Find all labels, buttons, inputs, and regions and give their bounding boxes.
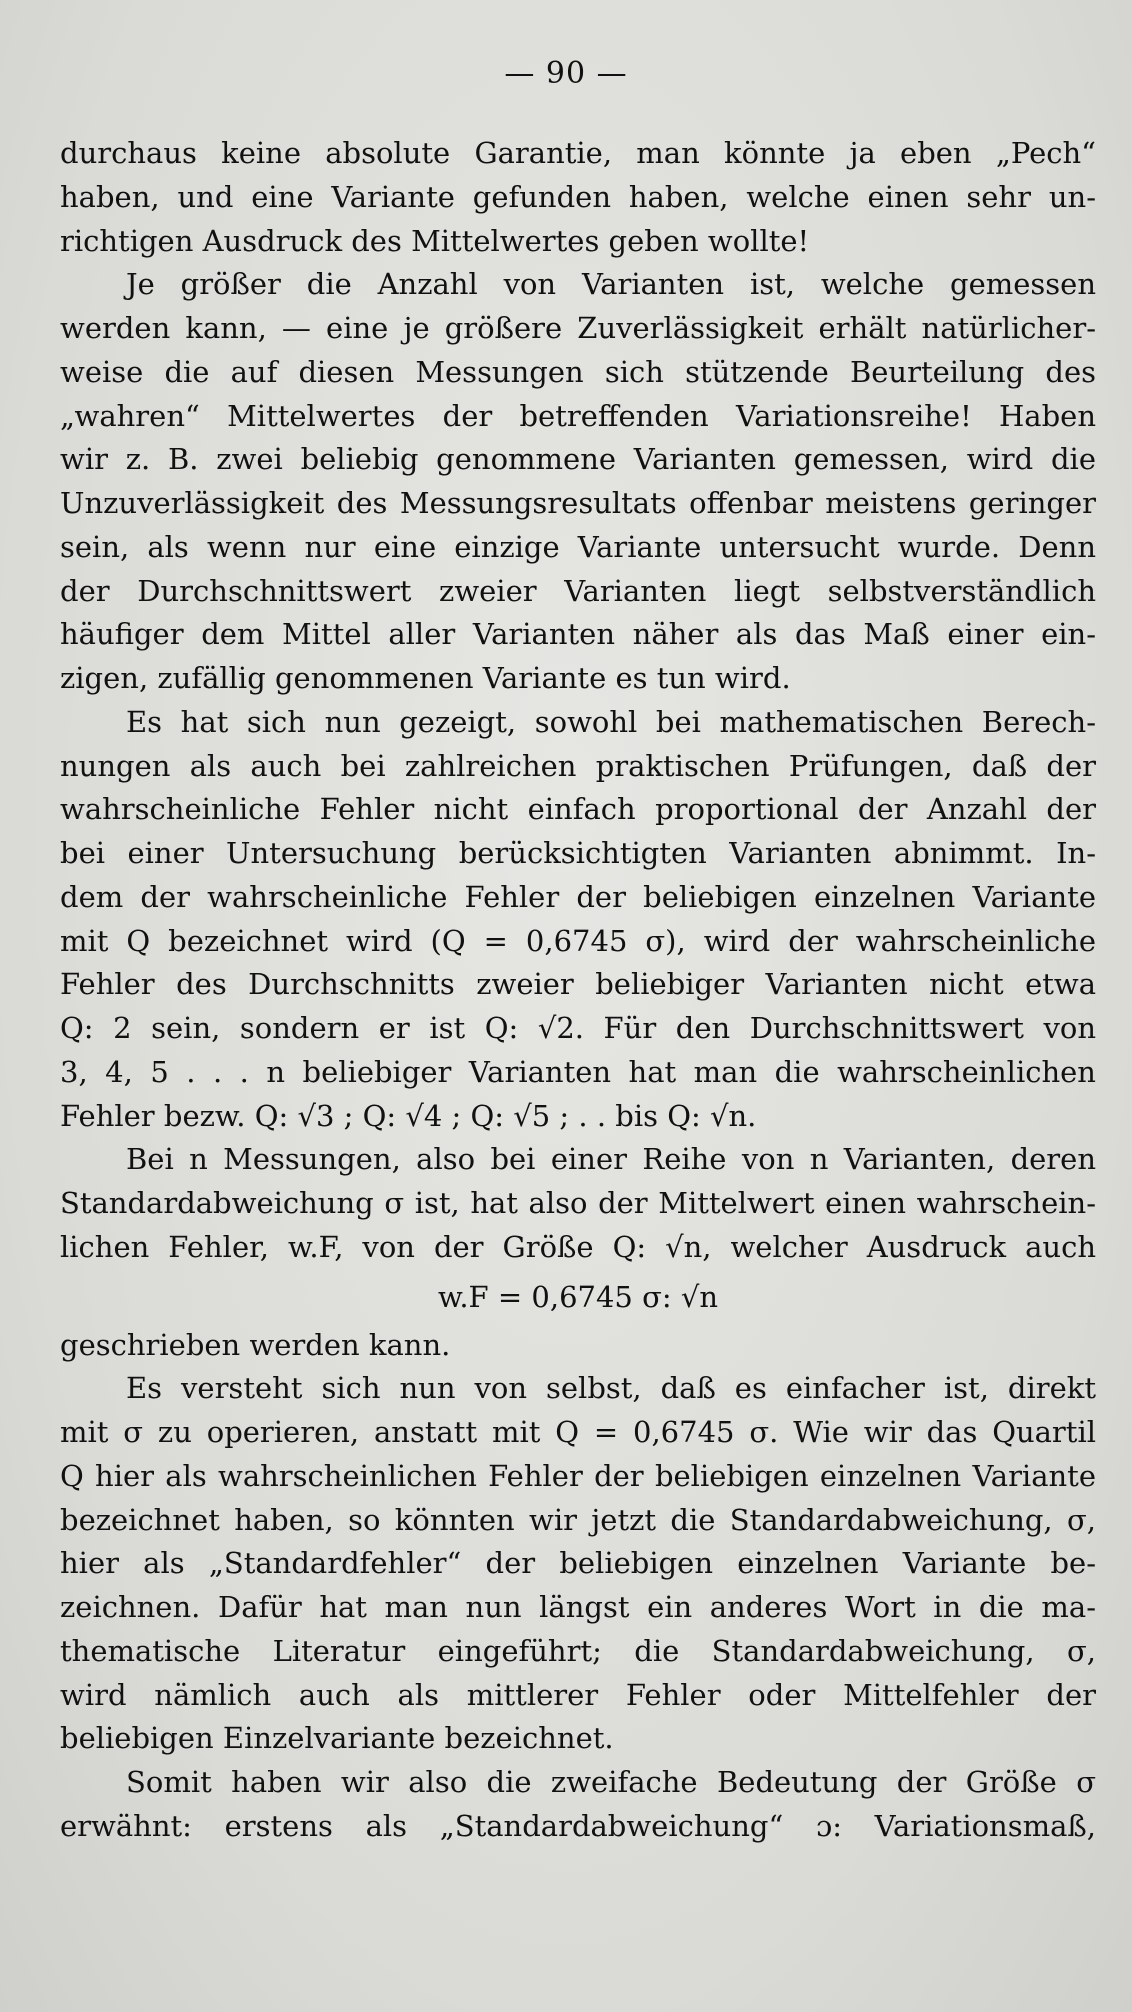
- text-line: mit σ zu operieren, anstatt mit Q = 0,6745 σ. Wie wir das Quartil: [60, 1415, 1096, 1449]
- text-line: nungen als auch bei zahlreichen praktischen Prüfungen, daß der: [60, 748, 1096, 783]
- text-line: wird nämlich auch als mittlerer Fehler oder Mittelfehler der: [60, 1677, 1096, 1712]
- text-line: Je größer die Anzahl von Varianten ist, welche gemessen: [126, 267, 1096, 302]
- text-line: der Durchschnittswert zweier Varianten liegt selbstverständlich: [60, 573, 1096, 608]
- text-line: sein, als wenn nur eine einzige Variante untersucht wurde. Denn: [60, 529, 1096, 564]
- page-number: — 90 —: [504, 56, 628, 91]
- text-line: Es versteht sich nun von selbst, daß es einfacher ist, direkt: [126, 1371, 1096, 1406]
- text-line: zeichnen. Dafür hat man nun längst ein anderes Wort in die ma-: [60, 1590, 1096, 1624]
- text-line: thematische Literatur eingeführt; die Standardabweichung, σ,: [60, 1633, 1096, 1668]
- text-line: mit Q bezeichnet wird (Q = 0,6745 σ), wird der wahrscheinliche: [60, 923, 1096, 958]
- formula: w.F = 0,6745 σ: √n: [437, 1279, 719, 1314]
- text-line: geschrieben werden kann.: [60, 1327, 451, 1362]
- text-line: Q hier als wahrscheinlichen Fehler der beliebigen einzelnen Variante: [60, 1458, 1096, 1493]
- text-line: bei einer Untersuchung berücksichtigten Varianten abnimmt. In-: [60, 836, 1096, 870]
- text-line: 3, 4, 5 . . . n beliebiger Varianten hat man die wahrscheinlichen: [60, 1054, 1096, 1089]
- text-line: durchaus keine absolute Garantie, man könnte ja eben „Pech“: [60, 136, 1096, 170]
- text-line: Es hat sich nun gezeigt, sowohl bei mathematischen Berech-: [126, 704, 1096, 739]
- text-line: beliebigen Einzelvariante bezeichnet.: [60, 1721, 614, 1756]
- text-line: richtigen Ausdruck des Mittelwertes geben wollte!: [60, 223, 810, 258]
- text-line: Unzuverlässigkeit des Messungsresultats offenbar meistens geringer: [60, 486, 1096, 520]
- text-line: Standardabweichung σ ist, hat also der Mittelwert einen wahrschein-: [60, 1186, 1096, 1220]
- text-line: zigen, zufällig genommenen Variante es tun wird.: [60, 661, 791, 695]
- text-line: bezeichnet haben, so könnten wir jetzt die Standardabweichung, σ,: [60, 1502, 1096, 1537]
- text-line: Fehler des Durchschnitts zweier beliebiger Varianten nicht etwa: [60, 967, 1096, 1002]
- text-line: lichen Fehler, w.F, von der Größe Q: √n, welcher Ausdruck auch: [60, 1229, 1096, 1264]
- text-line: weise die auf diesen Messungen sich stützende Beurteilung des: [60, 354, 1096, 389]
- text-line: wir z. B. zwei beliebig genommene Varianten gemessen, wird die: [60, 442, 1096, 477]
- text-line: Somit haben wir also die zweifache Bedeutung der Größe σ: [126, 1765, 1096, 1799]
- text-line: erwähnt: erstens als „Standardabweichung“ ɔ: Variationsmaß,: [60, 1808, 1096, 1843]
- text-line: Fehler bezw. Q: √3 ; Q: √4 ; Q: √5 ; . . bis Q: √n.: [60, 1098, 757, 1133]
- text-line: häufiger dem Mittel aller Varianten näher als das Maß einer ein-: [60, 617, 1096, 652]
- text-line: Bei n Messungen, also bei einer Reihe von n Varianten, deren: [126, 1142, 1096, 1177]
- text-line: werden kann, — eine je größere Zuverlässigkeit erhält natürlicher-: [60, 311, 1096, 345]
- text-line: „wahren“ Mittelwertes der betreffenden Variationsreihe! Haben: [60, 398, 1096, 433]
- text-line: wahrscheinliche Fehler nicht einfach proportional der Anzahl der: [60, 792, 1096, 827]
- text-line: hier als „Standardfehler“ der beliebigen einzelnen Variante be-: [60, 1546, 1096, 1581]
- text-line: haben, und eine Variante gefunden haben, welche einen sehr un-: [60, 179, 1096, 214]
- text-line: dem der wahrscheinliche Fehler der beliebigen einzelnen Variante: [60, 879, 1096, 914]
- text-line: Q: 2 sein, sondern er ist Q: √2. Für den Durchschnittswert von: [60, 1011, 1096, 1045]
- body-text: [60, 132, 1096, 1849]
